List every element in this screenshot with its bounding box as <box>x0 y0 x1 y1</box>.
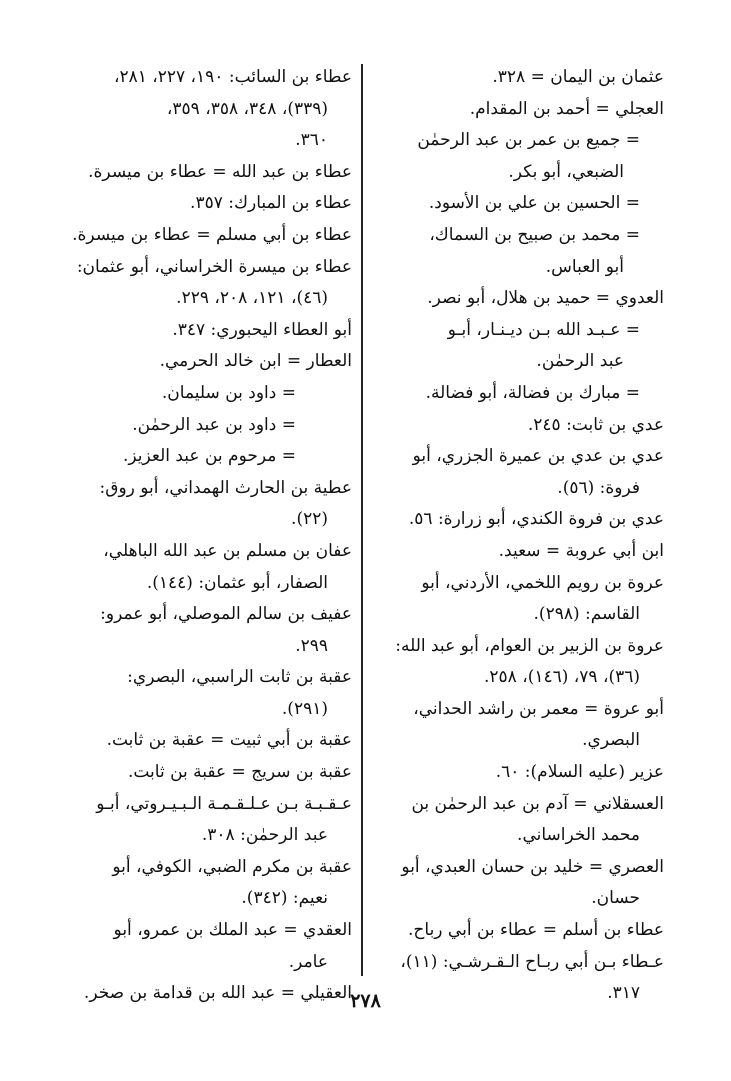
index-line: عطاء بن عبد الله = عطاء بن ميسرة. <box>88 161 352 182</box>
index-line: محمد الخراساني. <box>517 825 640 846</box>
index-line: (٣٣٩)، ٣٤٨، ٣٥٨، ٣٥٩، <box>166 98 328 119</box>
index-line: عامر. <box>288 951 328 972</box>
index-line: الضبعي، أبو بكر. <box>508 161 624 182</box>
index-line: ابن أبي عروبة = سعيد. <box>498 540 664 561</box>
index-line: عزير (عليه السلام): ٦٠. <box>495 762 664 783</box>
index-line: البصري. <box>582 730 640 751</box>
index-line: نعيم: (٣٤٢). <box>241 888 328 909</box>
index-line: العسقلاني = آدم بن عبد الرحمٰن بن <box>411 793 664 814</box>
index-line: (٢٩١). <box>281 698 328 719</box>
index-line: الصفار، أبو عثمان: (١٤٤). <box>146 572 328 593</box>
index-line: (٤٦)، ١٢١، ٢٠٨، ٢٢٩. <box>176 288 328 309</box>
index-line: عثمان بن اليمان = ٣٢٨. <box>492 67 664 87</box>
index-line: عفيف بن سالم الموصلي، أبو عمرو: <box>100 604 352 625</box>
index-line: = الحسين بن علي بن الأسود. <box>428 193 640 214</box>
index-line: ٣١٧. <box>607 983 640 1004</box>
index-line: (٣٦)، ٧٩، (١٤٦)، ٢٥٨. <box>484 667 640 688</box>
index-line: عطاء بن أسلم = عطاء بن أبي رباح. <box>408 920 664 941</box>
index-line: = داود بن سليمان. <box>161 382 296 403</box>
index-line: = محمد بن صبيح بن السماك، <box>429 224 640 245</box>
index-line: ٢٩٩. <box>295 635 328 656</box>
index-line: عروة بن الزبير بن العوام، أبو عبد الله: <box>395 635 664 656</box>
index-line: = مرحوم بن عبد العزيز. <box>122 446 296 467</box>
index-line: عبد الرحمٰن: ٣٠٨. <box>201 825 328 846</box>
index-line: عدي بن ثابت: ٢٤٥. <box>527 414 664 435</box>
index-line: عطاء بن المبارك: ٣٥٧. <box>190 193 352 214</box>
index-line: فروة: (٥٦). <box>557 477 640 498</box>
page-number: ٢٧٨ <box>350 990 381 1012</box>
column-divider <box>361 64 363 976</box>
index-line: العقدي = عبد الملك بن عمرو، أبو <box>113 920 352 941</box>
index-line: العقيلي = عبد الله بن قدامة بن صخر. <box>83 983 352 1004</box>
index-line: (٢٢). <box>291 509 328 530</box>
index-line: حسان. <box>591 888 640 909</box>
index-line: عدي بن عدي بن عميرة الجزري، أبو <box>412 446 664 467</box>
index-column-right <box>372 62 664 1010</box>
index-line: عروة بن رويم اللخمي، الأردني، أبو <box>421 572 664 593</box>
index-line: = جميع بن عمر بن عبد الرحمٰن <box>417 130 640 151</box>
index-line: عقبة بن مكرم الضبي، الكوفي، أبو <box>112 856 352 877</box>
index-line: = مبارك بن فضالة، أبو فضالة. <box>425 382 640 403</box>
index-line: عبد الرحمٰن. <box>536 351 624 372</box>
index-line: أبو العطاء اليحبوري: ٣٤٧. <box>172 319 352 340</box>
index-line: العطار = ابن خالد الحرمي. <box>159 351 352 372</box>
index-line: = داود بن عبد الرحمٰن. <box>132 414 296 435</box>
index-line: القاسم: (٢٩٨). <box>533 604 640 625</box>
index-line: العجلي = أحمد بن المقدام. <box>469 98 664 119</box>
index-line: ٣٦٠. <box>295 130 328 151</box>
index-line: عطاء بن السائب: ١٩٠، ٢٢٧، ٢٨١، <box>113 67 352 87</box>
index-line: العصري = خليد بن حسان العبدي، أبو <box>401 856 664 877</box>
index-line: العدوي = حميد بن هلال، أبو نصر. <box>427 288 664 309</box>
index-line: عقبة بن سريج = عقبة بن ثابت. <box>127 762 352 783</box>
index-line: أبو العباس. <box>545 256 624 277</box>
index-line: عـقـبـة بـن عـلـقـمـة الـبـيـروتي، أبـو <box>96 793 352 814</box>
index-column-left <box>40 62 352 1010</box>
index-line: أبو عروة = معمر بن راشد الحداني، <box>413 698 664 719</box>
index-line: عطية بن الحارث الهمداني، أبو روق: <box>99 477 352 498</box>
index-line: عقبة بن ثابت الراسبي، البصري: <box>127 667 352 688</box>
index-line: = عـبـد الله بـن ديـنـار، أبـو <box>447 319 640 340</box>
index-line: عقبة بن أبي ثبيت = عقبة بن ثابت. <box>106 730 352 751</box>
index-line: عفان بن مسلم بن عبد الله الباهلي، <box>103 540 352 561</box>
index-line: عطاء بن ميسرة الخراساني، أبو عثمان: <box>76 256 352 277</box>
index-line: عطاء بن أبي مسلم = عطاء بن ميسرة. <box>72 224 352 245</box>
index-line: عدي بن فروة الكندي، أبو زرارة: ٥٦. <box>408 509 664 530</box>
index-line: عـطاء بـن أبي ربـاح الـقـرشـي: (١١)، <box>400 951 664 972</box>
